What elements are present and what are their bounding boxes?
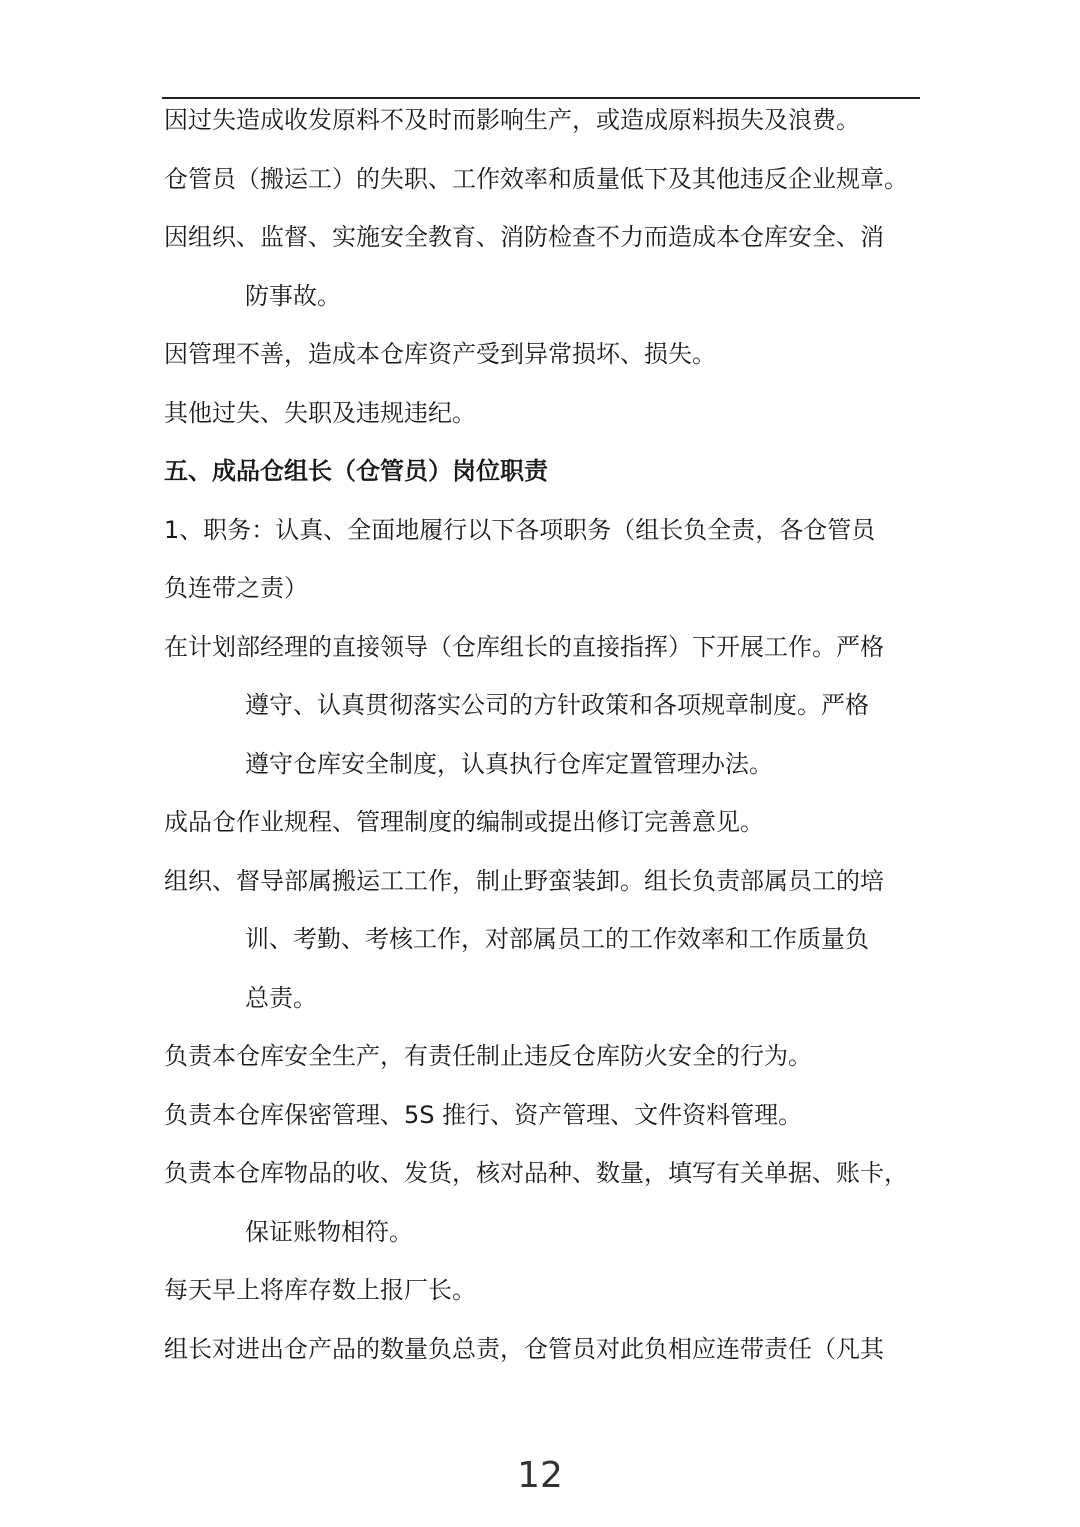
text-line: 其他过失、失职及违规违纪。 bbox=[164, 398, 476, 427]
text-line: 在计划部经理的直接领导（仓库组长的直接指挥）下开展工作。严格 bbox=[164, 632, 884, 661]
text-line: 成品仓作业规程、管理制度的编制或提出修订完善意见。 bbox=[164, 808, 764, 836]
text-line: 负连带之责） bbox=[164, 574, 308, 602]
text-line: 组织、督导部属搬运工工作，制止野蛮装卸。组长负责部属员工的培 bbox=[164, 866, 884, 895]
text-line: 因过失造成收发原料不及时而影响生产，或造成原料损失及浪费。 bbox=[164, 106, 860, 134]
text-line: 1、职务：认真、全面地履行以下各项职务（组长负全责，各仓管员 bbox=[164, 515, 876, 544]
text-line: 因组织、监督、实施安全教育、消防检查不力而造成本仓库安全、消 bbox=[164, 223, 884, 251]
text-line-continued: 遵守仓库安全制度，认真执行仓库定置管理办法。 bbox=[245, 749, 773, 778]
document-body bbox=[164, 100, 920, 1387]
text-line-continued: 保证账物相符。 bbox=[245, 1217, 413, 1246]
text-line-continued: 防事故。 bbox=[245, 281, 341, 310]
page-number: 12 bbox=[517, 1455, 563, 1496]
text-line: 负责本仓库安全生产，有责任制止违反仓库防火安全的行为。 bbox=[164, 1042, 812, 1070]
text-line-continued: 遵守、认真贯彻落实公司的方针政策和各项规章制度。严格 bbox=[245, 691, 869, 719]
text-line: 负责本仓库物品的收、发货，核对品种、数量，填写有关单据、账卡， bbox=[164, 1159, 908, 1187]
text-line: 每天早上将库存数上报厂长。 bbox=[164, 1276, 476, 1304]
text-line: 组长对进出仓产品的数量负总责，仓管员对此负相应连带责任（凡其 bbox=[164, 1334, 884, 1363]
text-line-continued: 训、考勤、考核工作，对部属员工的工作效率和工作质量负 bbox=[245, 925, 869, 953]
text-line: 负责本仓库保密管理、5S 推行、资产管理、文件资料管理。 bbox=[164, 1100, 803, 1129]
header-rule bbox=[162, 97, 920, 99]
text-line: 仓管员（搬运工）的失职、工作效率和质量低下及其他违反企业规章。 bbox=[164, 164, 908, 193]
text-line-continued: 总责。 bbox=[245, 983, 317, 1012]
section-heading: 五、成品仓组长（仓管员）岗位职责 bbox=[164, 457, 548, 485]
text-line: 因管理不善，造成本仓库资产受到异常损坏、损失。 bbox=[164, 340, 716, 368]
